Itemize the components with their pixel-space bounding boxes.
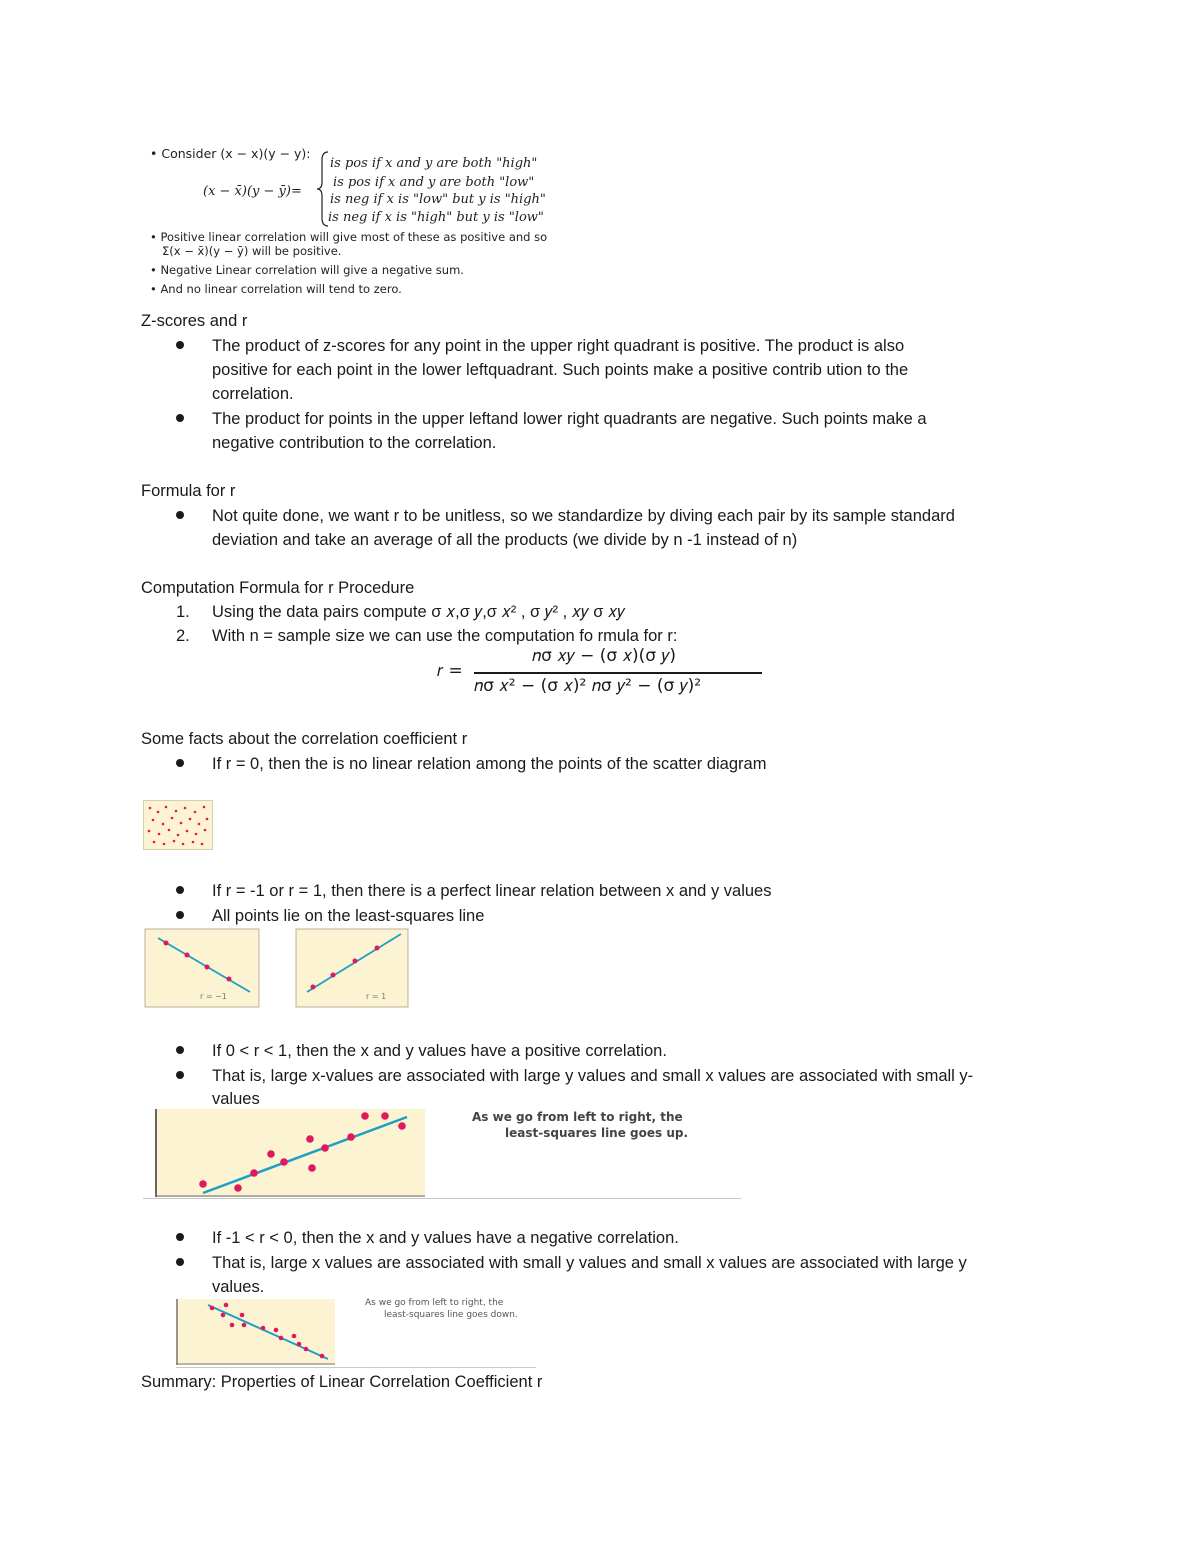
formula-numerator: 𝑛σ 𝑥𝑦 − (σ 𝑥)(σ 𝑦) <box>532 646 677 666</box>
label-r-minus-one: r = −1 <box>200 992 227 1001</box>
product-lhs: (x − x̄)(y − ȳ)= <box>203 184 302 199</box>
case-2: is pos if x and y are both "low" <box>333 175 535 190</box>
zscores-b1-l1: The product of z-scores for any point in the upper right quadrant is positive. The product is also <box>212 337 905 355</box>
heading-zscores: Z-scores and r <box>141 312 248 330</box>
scatter-r-one <box>295 928 409 1008</box>
bullet-dot <box>176 1258 184 1266</box>
bullet-dot <box>176 886 184 894</box>
caption-up-l2: least-squares line goes up. <box>505 1126 689 1140</box>
step-number-1: 1. <box>176 603 190 621</box>
scatter-negative <box>176 1299 336 1367</box>
facts-b7-l2: values. <box>212 1278 265 1296</box>
case-4: is neg if x is "high" but y is "low" <box>328 210 544 225</box>
top-bullet-3: • And no linear correlation will tend to zero. <box>150 282 402 296</box>
step-1: Using the data pairs compute σ 𝑥,σ 𝑦,σ 𝑥² , σ 𝑦² , 𝑥𝑦 σ 𝑥𝑦 <box>212 603 625 621</box>
bullet-dot <box>176 1233 184 1241</box>
bullet-dot <box>176 911 184 919</box>
facts-b1: If r = 0, then the is no linear relation among the points of the scatter diagram <box>212 755 767 773</box>
top-bullet-1b: Σ(x − x̄)(y − ȳ) will be positive. <box>162 244 342 258</box>
zscores-b1-l3: correlation. <box>212 385 294 403</box>
zscores-b2-l2: negative contribution to the correlation. <box>212 434 497 452</box>
zscores-b2-l1: The product for points in the upper leftand lower right quadrants are negative. Such points make a <box>212 410 927 428</box>
formula-denominator: 𝑛σ 𝑥² − (σ 𝑥)² 𝑛σ 𝑦² − (σ 𝑦)² <box>474 676 702 696</box>
zscores-b1-l2: positive for each point in the lower leftquadrant. Such points make a positive contrib ution to the <box>212 361 909 379</box>
facts-b5-l2: values <box>212 1090 260 1108</box>
heading-summary: Summary: Properties of Linear Correlation Coefficient r <box>141 1373 543 1391</box>
facts-b4: If 0 < r < 1, then the x and y values have a positive correlation. <box>212 1042 667 1060</box>
bullet-dot <box>176 341 184 349</box>
case-3: is neg if x is "low" but y is "high" <box>330 192 546 207</box>
step-2: With n = sample size we can use the computation fo rmula for r: <box>212 627 678 645</box>
divider <box>176 1367 536 1368</box>
facts-b3: All points lie on the least-squares line <box>212 907 485 925</box>
heading-computation: Computation Formula for r Procedure <box>141 579 415 597</box>
top-bullet-1: • Positive linear correlation will give most of these as positive and so <box>150 230 548 244</box>
formula-b1-l2: deviation and take an average of all the products (we divide by n -1 instead of n) <box>212 531 798 549</box>
facts-b7-l1: That is, large x values are associated with small y values and small x values are associated with large y <box>212 1254 967 1272</box>
bullet-dot <box>176 1071 184 1079</box>
step-number-2: 2. <box>176 627 190 645</box>
caption-up-l1: As we go from left to right, the <box>472 1110 683 1124</box>
scatter-positive <box>155 1109 427 1199</box>
bullet-dot <box>176 759 184 767</box>
bullet-dot <box>176 1046 184 1054</box>
heading-formula-r: Formula for r <box>141 482 236 500</box>
fraction-bar <box>474 672 762 674</box>
consider-line: • Consider (x − x)(y − y): <box>150 146 311 161</box>
divider <box>143 1198 741 1199</box>
label-r-one: r = 1 <box>366 992 387 1001</box>
formula-b1-l1: Not quite done, we want r to be unitless, so we standardize by diving each pair by its sample standard <box>212 507 955 525</box>
bullet-dot <box>176 511 184 519</box>
top-bullet-2: • Negative Linear correlation will give a negative sum. <box>150 263 464 277</box>
facts-b6: If -1 < r < 0, then the x and y values have a negative correlation. <box>212 1229 679 1247</box>
case-1: is pos if x and y are both "high" <box>330 156 538 171</box>
bullet-dot <box>176 414 184 422</box>
facts-b5-l1: That is, large x-values are associated with large y values and small x values are associated with small y- <box>212 1067 974 1085</box>
facts-b2: If r = -1 or r = 1, then there is a perfect linear relation between x and y values <box>212 882 772 900</box>
formula-lhs: 𝑟 = <box>437 661 463 681</box>
caption-down-l1: As we go from left to right, the <box>365 1298 504 1308</box>
scatter-no-correlation <box>143 800 213 850</box>
heading-facts: Some facts about the correlation coefficient r <box>141 730 468 748</box>
caption-down-l2: least-squares line goes down. <box>384 1310 518 1320</box>
